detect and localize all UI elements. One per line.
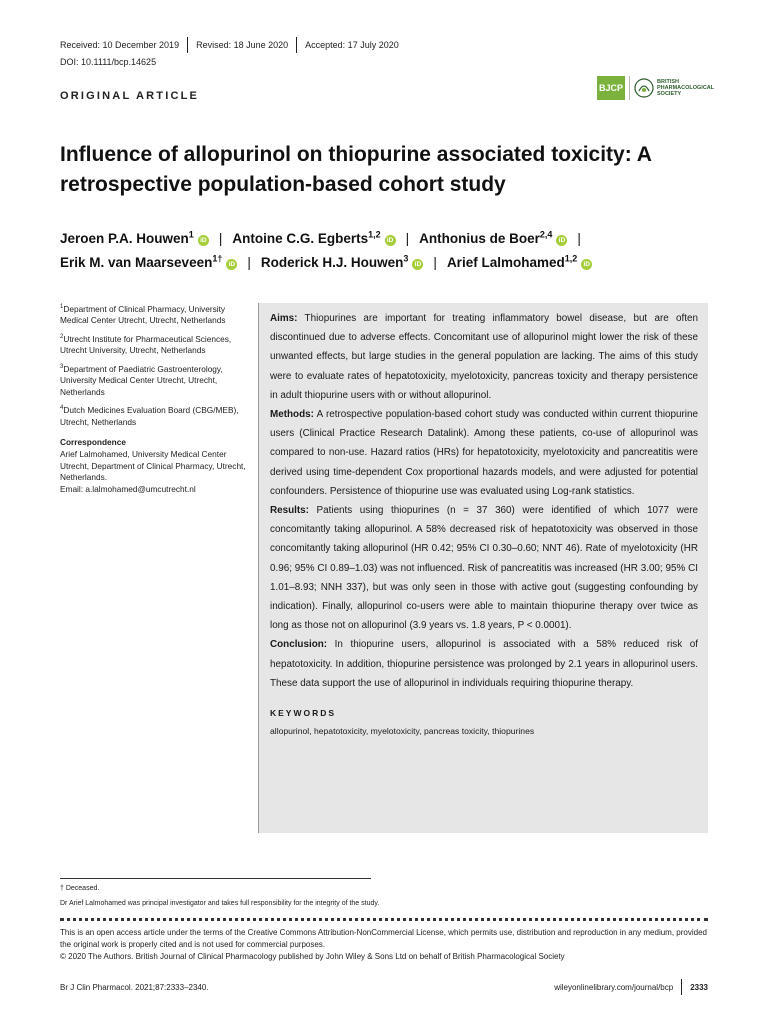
divider [296,37,297,53]
society-emblem-icon [634,78,654,98]
author-name[interactable]: Anthonius de Boer [419,231,540,246]
footnote-rule [60,878,371,879]
received-date: Received: 10 December 2019 [60,40,180,50]
author-name[interactable]: Erik M. van Maarseveen [60,255,213,270]
license-notice: This is an open access article under the terms of the Creative Commons Attribution-NonCommercial License, which permits use, distribution and reproduction in any medium, provided the original work is properly cited and is not used for commercial purposes. © 2020 The Authors. British Journal of Clinical Pharmacology published by John Wiley & Sons Ltd on behalf of British Pharmacological Society [60,927,710,963]
author-line-1: Jeroen P.A. Houwen$^1$iD | Antoine C.G. Egberts$^{1,2}$iD | Anthonius de Boer$^{2,4}$iD | [60,229,581,246]
article-type: ORIGINAL ARTICLE [60,90,200,102]
abstract-results: Results: Patients using thiopurines (n = 37 360) were identified of which 1077 were concomitantly taking allopurinol. A 58% decreased risk of hepatotoxicity was observed in those concomitantly taking allopurinol (HR 0.42; 95% CI 0.30–0.60; NNT 46). Rate of myelotoxicity (HR 0.96; 95% CI 0.89–1.03) was not influenced. Risk of pancreatitis was increased (HR 3.00; 95% CI 1.01–8.93; NNH 337), but was only seen in those with active gout (suggesting confounding by indication). Finally, allopurinol co-users were able to maintain thiopurine therapy over twice as long as those not on allopurinol (3.9 years vs. 1.8 years, P < 0.0001). [270,505,699,632]
affiliations [60,302,250,495]
footnote-deceased: † Deceased. [60,885,100,892]
doi[interactable]: DOI: 10.1111/bcp.14625 [60,57,157,67]
affiliation: $^3$Department of Paediatric Gastroenterology, University Medical Center Utrecht, Utrecht, Netherlands [60,363,223,397]
divider [629,76,630,100]
divider [681,979,682,995]
divider [187,37,188,53]
submission-dates [60,37,399,53]
society-name: BRITISH PHARMACOLOGICAL SOCIETY [657,79,715,97]
keywords-heading: KEYWORDS [270,708,337,719]
author-list [60,227,740,275]
orcid-icon[interactable]: iD [385,235,396,246]
abstract-aims: Aims: Thiopurines are important for treating inflammatory bowel disease, but are often discontinued due to adverse effects. Concomitant use of allopurinol might lower the risk of these unwanted effects, but large studies in the general population are lacking. The aims of this study were to evaluate rates of hepatotoxicity, myelotoxicity, pancreas toxicity and therapy persistence in adult thiopurine users with or without allopurinol. [270,313,698,401]
abstract-methods: Methods: A retrospective population-based cohort study was conducted within current thiopurine users (Clinical Practice Research Datalink). Among these patients, co-use of allopurinol was compared to non-use. Hazard ratios (HRs) for hepatotoxicity, myelotoxicity and pancreatitis were derived using time-dependent Cox proportional hazards models, and were adjusted for potential confounders. Persistence of thiopurine use was evaluated using Log-rank statistics. [270,409,698,497]
affiliation: $^2$Utrecht Institute for Pharmaceutical Sciences, Utrecht University, Utrecht, Netherlands [60,333,232,356]
author-name[interactable]: Jeroen P.A. Houwen [60,231,189,246]
journal-citation: Br J Clin Pharmacol. 2021;87:2333–2340. [60,982,209,992]
journal-logo[interactable] [597,76,714,100]
journal-url[interactable]: wileyonlinelibrary.com/journal/bcp [554,982,674,992]
affiliation: $^1$Department of Clinical Pharmacy, University Medical Center Utrecht, Utrecht, Netherlands [60,303,226,326]
revised-date: Revised: 18 June 2020 [196,40,289,50]
correspondence-email[interactable]: Email: a.lalmohamed@umcutrecht.nl [60,483,196,494]
orcid-icon[interactable]: iD [412,259,423,270]
correspondence-heading: Correspondence [60,437,126,448]
affiliation: $^4$Dutch Medicines Evaluation Board (CBG/MEB), Utrecht, Netherlands [60,405,239,427]
author-name[interactable]: Roderick H.J. Houwen [260,255,404,270]
orcid-icon[interactable]: iD [198,235,209,246]
author-name[interactable]: Antoine C.G. Egberts [232,231,369,246]
accepted-date: Accepted: 17 July 2020 [305,40,399,50]
orcid-icon[interactable]: iD [556,235,567,246]
author-name[interactable]: Arief Lalmohamed [446,255,565,270]
keywords-list: allopurinol, hepatotoxicity, myelotoxicity, pancreas toxicity, thiopurines [270,726,535,737]
abstract-conclusion: Conclusion: In thiopurine users, allopurinol is associated with a 58% reduced risk of hepatotoxicity. In addition, thiopurine persistence was prolonged by 2.1 years in allopurinol users. These data support the use of allopurinol in individuals requiring thiopurine therapy. [270,639,698,689]
page-footer [60,979,708,995]
copyright-line: © 2020 The Authors. British Journal of Clinical Pharmacology published by John Wiley & Sons Ltd on behalf of British Pharmacological Society [60,952,565,961]
abstract-box [258,303,708,833]
page-number: 2333 [690,982,708,992]
author-line-2: Erik M. van Maarseveen$^{1\dagger}$iD | Roderick H.J. Houwen$^3$iD | Arief Lalmohamed$^{1,2}$iD [60,251,740,275]
dotted-divider [60,918,708,921]
correspondence-text: Arief Lalmohamed, University Medical Center Utrecht, Department of Clinical Pharmacy, Utrecht, Netherlands. [60,449,246,483]
bjcp-logo: BJCP [597,76,625,100]
footnote-principal: Dr Arief Lalmohamed was principal investigator and takes full responsibility for the integrity of the study. [60,900,380,907]
orcid-icon[interactable]: iD [226,259,237,270]
orcid-icon[interactable]: iD [581,259,592,270]
article-title: Influence of allopurinol on thiopurine associated toxicity: A retrospective population-based cohort study [60,143,652,196]
